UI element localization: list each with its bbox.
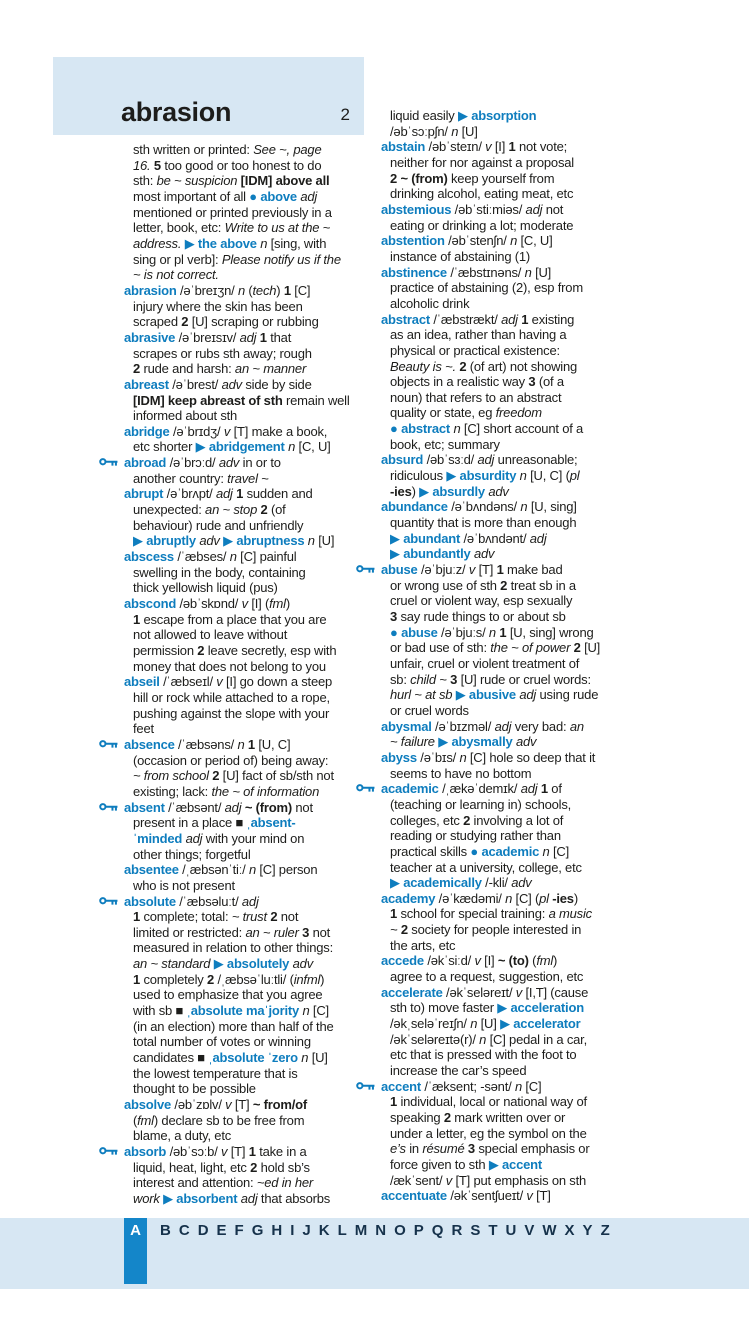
alphabet-letter-N[interactable]: N (375, 1222, 387, 1239)
text-line: abstemious /əbˈstiːmiəs/ adj not (381, 201, 564, 217)
text-line: an ~ standard ▶ absolutely adv (133, 956, 313, 972)
text-line: hill or rock while attached to a rope, (133, 689, 330, 705)
text-line: 2 rude and harsh: an ~ manner (133, 361, 307, 377)
text-line: ridiculous ▶ absurdity n [U, C] (pl (390, 468, 580, 484)
text-line: alcoholic drink (390, 295, 470, 311)
key-icon (99, 1146, 119, 1157)
text-line: under a letter, eg the symbol on the (390, 1125, 587, 1141)
text-line: practical skills ● academic n [C] (390, 843, 570, 859)
text-line: behaviour) rude and unfriendly (133, 517, 304, 533)
alphabet-letter-J[interactable]: J (302, 1222, 311, 1239)
text-line: abuse /əˈbjuːz/ v [T] 1 make bad (381, 562, 669, 578)
text-line: abstention /əbˈstenʃn/ n [C, U] (381, 233, 553, 249)
alphabet-letter-D[interactable]: D (197, 1222, 209, 1239)
text-line: 1 individual, local or national way of (390, 1094, 587, 1110)
text-line: (in an election) more than half of the (133, 1018, 334, 1034)
text-line: -ies) ▶ absurdly adv (390, 483, 509, 499)
text-line: abyss /əˈbɪs/ n [C] hole so deep that it (381, 749, 596, 765)
text-line: thought to be possible (133, 1081, 256, 1097)
text-line: candidates ■ ˌabsolute ˈzero n [U] (133, 1050, 328, 1066)
alphabet-letter-K[interactable]: K (318, 1222, 330, 1239)
text-line: agree to a request, suggestion, etc (390, 969, 584, 985)
key-icon (356, 1081, 376, 1092)
text-line: accelerate /əkˈseləreɪt/ v [I,T] (cause (381, 984, 589, 1000)
text-line: etc shorter ▶ abridgement n [C, U] (133, 439, 331, 455)
text-line: feet (133, 721, 154, 737)
text-line: /əkˌseləˈreɪʃn/ n [U] ▶ accelerator (390, 1016, 581, 1032)
text-line: ▶ abundantly adv (390, 546, 495, 562)
text-line: the lowest temperature that is (133, 1065, 298, 1081)
text-line: the arts, etc (390, 937, 456, 953)
text-line: academy /əˈkædəmi/ n [C] (pl -ies) (381, 890, 578, 906)
text-line: /ækˈsent/ v [T] put emphasis on sth (390, 1172, 587, 1188)
alphabet-bar (0, 1218, 749, 1289)
text-line: scraped 2 [U] scraping or rubbing (133, 314, 319, 330)
text-line: teacher at a university, college, etc (390, 859, 582, 875)
text-line: sth written or printed: See ~, page (133, 142, 322, 157)
text-line: sing or pl verb]: Please notify us if the (133, 251, 341, 267)
text-line: accede /əkˈsiːd/ v [I] ~ (to) (fml) (381, 953, 558, 969)
text-line: abrasion /əˈbreɪʒn/ n (tech) 1 [C] (124, 282, 311, 298)
text-line: reading or studying rather than (390, 828, 561, 844)
text-line: increase the car’s speed (390, 1063, 527, 1079)
text-line: total number of votes or winning (133, 1034, 311, 1050)
text-line: (teaching or learning in) schools, (390, 796, 572, 812)
text-line: absolve /əbˈzɒlv/ v [T] ~ from/of (124, 1097, 308, 1113)
text-line: swelling in the body, containing (133, 564, 306, 580)
text-line: abstain /əbˈsteɪn/ v [I] 1 not vote; (381, 139, 568, 155)
text-line: colleges, etc 2 involving a lot of (390, 812, 564, 828)
guideword: abrasion (121, 97, 232, 127)
text-line: used to emphasize that you agree (133, 987, 323, 1003)
text-line: abroad /əˈbrɔːd/ adv in or to (124, 455, 386, 471)
text-line: ● abstract n [C] short account of a (390, 421, 584, 437)
text-line: (fml) declare sb to be free from (133, 1112, 305, 1128)
text-line: not allowed to leave without (133, 627, 288, 643)
text-line: abreast /əˈbrest/ adv side by side (124, 376, 312, 392)
text-line: hurl ~ at sb ▶ abusive adj using rude (390, 687, 599, 703)
text-line: absentee /ˌæbsənˈtiː/ n [C] person (124, 862, 318, 878)
alphabet-letter-L[interactable]: L (337, 1222, 347, 1239)
text-line: present in a place ■ ˌabsent- (133, 815, 296, 831)
text-line: absence /ˈæbsəns/ n 1 [U, C] (124, 737, 386, 753)
text-line: etc that is pressed with the foot to (390, 1047, 577, 1063)
text-line: cruel or violent way, esp sexually (390, 593, 573, 609)
alphabet-letter-U[interactable]: U (505, 1222, 517, 1239)
text-line: thick yellowish liquid (pus) (133, 580, 278, 596)
text-line: ▶ academically /-kli/ adv (390, 875, 532, 891)
text-line: other things; forgetful (133, 846, 251, 862)
key-icon (99, 739, 119, 750)
page-number: 2 (340, 105, 350, 124)
text-line: blame, a duty, etc (133, 1128, 232, 1144)
text-line: mentioned or printed previously in a (133, 204, 332, 220)
text-line: ▶ abundant /əˈbʌndənt/ adj (390, 530, 547, 546)
text-line: sth: be ~ suspicion [IDM] above all (133, 173, 330, 189)
alphabet-letter-G[interactable]: G (251, 1222, 264, 1239)
text-line: scrapes or rubs sth away; rough (133, 345, 312, 361)
text-line: ~ is not correct. (133, 267, 219, 283)
text-line: noun) that refers to an abstract (390, 389, 562, 405)
text-line: abstract /ˈæbstrækt/ adj 1 existing (381, 311, 575, 327)
text-line: limited or restricted: an ~ ruler 3 not (133, 924, 331, 940)
text-line: quality or state, eg freedom (390, 405, 542, 421)
text-line: money that does not belong to you (133, 658, 326, 674)
text-line: letter, book, etc: Write to us at the ~ (133, 220, 331, 236)
key-icon (99, 802, 119, 813)
left-column (124, 142, 386, 1207)
text-line: ~ 2 society for people interested in (390, 922, 582, 938)
key-icon (99, 896, 119, 907)
text-line: or cruel words (390, 702, 469, 718)
text-line: neither for nor against a proposal (390, 154, 574, 170)
text-line: abundance /əˈbʌndəns/ n [U, sing] (381, 499, 577, 515)
text-line: /əbˈsɔːpʃn/ n [U] (390, 123, 478, 139)
text-line: unfair, cruel or violent treatment of (390, 655, 580, 671)
text-line: quantity that is more than enough (390, 515, 577, 531)
text-line: book, etc; summary (390, 436, 500, 452)
text-line: [IDM] keep abreast of sth remain well (133, 392, 350, 408)
alphabet-letter-I[interactable]: I (290, 1222, 295, 1239)
alphabet-letter-F[interactable]: F (234, 1222, 244, 1239)
alphabet-letter-Y[interactable]: Y (582, 1222, 593, 1239)
text-line: as an idea, rather than having a (390, 327, 567, 343)
text-line: work ▶ absorbent adj that absorbs (133, 1190, 331, 1206)
text-line: /əkˈseləreɪtə(r)/ n [C] pedal in a car, (390, 1031, 587, 1047)
text-line: 1 escape from a place that you are (133, 611, 327, 627)
text-line: informed about sth (133, 408, 238, 424)
text-line: abysmal /əˈbɪzməl/ adj very bad: an (381, 718, 584, 734)
text-line: abstinence /ˈæbstɪnəns/ n [U] (381, 264, 552, 280)
text-line: instance of abstaining (1) (390, 248, 531, 264)
text-line: abrasive /əˈbreɪsɪv/ adj 1 that (124, 329, 292, 345)
alphabet-letter-M[interactable]: M (354, 1222, 368, 1239)
text-line: drinking alcohol, eating meat, etc (390, 186, 574, 202)
alphabet-letter-P[interactable]: P (413, 1222, 424, 1239)
text-line: sth to) move faster ▶ acceleration (390, 1000, 584, 1016)
text-line: unexpected: an ~ stop 2 (of (133, 502, 286, 518)
text-line: 1 completely 2 /ˌæbsəˈluːtli/ (infml) (133, 971, 325, 987)
text-line: or bad use of sth: the ~ of power 2 [U] (390, 640, 601, 656)
text-line: pushing against the slope with your (133, 705, 330, 721)
text-line: another country: travel ~ (133, 470, 269, 486)
alphabet-letter-Z[interactable]: Z (600, 1222, 610, 1239)
text-line: absent /ˈæbsənt/ adj ~ (from) not (124, 800, 386, 816)
alphabet-letter-O[interactable]: O (394, 1222, 406, 1239)
text-line: liquid easily ▶ absorption (390, 108, 537, 123)
text-line: liquid, heat, light, etc 2 hold sb’s (133, 1159, 310, 1175)
alphabet-letter-H[interactable]: H (271, 1222, 283, 1239)
text-line: abrupt /əˈbrʌpt/ adj 1 sudden and (124, 486, 313, 502)
text-line: ˈminded adj with your mind on (133, 830, 305, 846)
guideword-band (53, 57, 364, 135)
text-line: existing; lack: the ~ of information (133, 783, 320, 799)
text-line: abridge /əˈbrɪdʒ/ v [T] make a book, (124, 423, 328, 439)
text-line: 3 say rude things to or about sb (390, 609, 566, 624)
text-line: abscess /ˈæbses/ n [C] painful (124, 549, 297, 565)
text-line: abscond /əbˈskɒnd/ v [I] (fml) (124, 596, 290, 612)
alphabet-letters-row (160, 1222, 610, 1240)
text-line: ● abuse /əˈbjuːs/ n 1 [U, sing] wrong (390, 624, 594, 640)
text-line: absurd /əbˈsɜːd/ adj unreasonable; (381, 452, 578, 468)
text-line: academic /ˌækəˈdemɪk/ adj 1 of (381, 781, 669, 797)
text-line: absorb /əbˈsɔːb/ v [T] 1 take in a (124, 1144, 386, 1160)
text-line: accentuate /əkˈsentʃueɪt/ v [T] (381, 1188, 551, 1204)
text-line: physical or practical existence: (390, 342, 560, 358)
text-line: injury where the skin has been (133, 298, 303, 314)
text-line: (occasion or period of) being away: (133, 752, 329, 768)
text-line: permission 2 leave secretly, esp with (133, 643, 337, 658)
text-line: who is not present (133, 877, 235, 893)
alphabet-letter-T[interactable]: T (488, 1222, 498, 1239)
text-line: speaking 2 mark written over or (390, 1110, 566, 1125)
alphabet-letter-R[interactable]: R (451, 1222, 463, 1239)
alphabet-letter-X[interactable]: X (564, 1222, 575, 1239)
text-line: objects in a realistic way 3 (of a (390, 374, 564, 390)
key-icon (356, 564, 376, 575)
alphabet-letter-S[interactable]: S (470, 1222, 481, 1239)
key-icon (356, 783, 376, 794)
alphabet-letter-V[interactable]: V (524, 1222, 535, 1239)
alphabet-letter-A-active[interactable]: A (124, 1218, 147, 1284)
text-line: eating or drinking a lot; moderate (390, 217, 574, 233)
text-line: ▶ abruptly adv ▶ abruptness n [U] (133, 533, 335, 549)
alphabet-letter-B[interactable]: B (160, 1222, 171, 1239)
alphabet-letter-C[interactable]: C (178, 1222, 190, 1239)
text-line: ~ failure ▶ abysmally adv (390, 734, 537, 750)
text-line: force given to sth ▶ accent (390, 1156, 543, 1172)
text-line: or wrong use of sth 2 treat sb in a (390, 577, 576, 593)
text-line: address. ▶ the above n [sing, with (133, 235, 327, 251)
text-line: interest and attention: ~ed in her (133, 1175, 314, 1191)
text-line: abseil /ˈæbseɪl/ v [I] go down a steep (124, 674, 333, 690)
text-line: 1 school for special training: a music (390, 906, 592, 922)
text-line: seems to have no bottom (390, 765, 532, 781)
text-line: 2 ~ (from) keep yourself from (390, 170, 555, 186)
text-line: absolute /ˈæbsəluːt/ adj (124, 894, 386, 910)
alphabet-letter-E[interactable]: E (216, 1222, 227, 1239)
text-line: accent /ˈæksent; -sənt/ n [C] (381, 1079, 669, 1095)
right-column (381, 108, 669, 1204)
text-line: Beauty is ~. 2 (of art) not showing (390, 358, 578, 374)
text-line: ~ from school 2 [U] fact of sb/sth not (133, 768, 334, 784)
text-line: 16. 5 too good or too honest to do (133, 157, 322, 173)
text-line: sb: child ~ 3 [U] rude or cruel words: (390, 671, 591, 687)
alphabet-letter-W[interactable]: W (542, 1222, 557, 1239)
key-icon (99, 457, 119, 468)
text-line: e’s in résumé 3 special emphasis or (390, 1141, 590, 1157)
alphabet-letter-Q[interactable]: Q (431, 1222, 444, 1239)
text-line: with sb ■ ˌabsolute maˈjority n [C] (133, 1003, 329, 1019)
text-line: most important of all ● above adj (133, 188, 318, 204)
text-line: practice of abstaining (2), esp from (390, 280, 583, 296)
text-line: 1 complete; total: ~ trust 2 not (133, 909, 299, 925)
text-line: measured in relation to other things: (133, 940, 333, 956)
